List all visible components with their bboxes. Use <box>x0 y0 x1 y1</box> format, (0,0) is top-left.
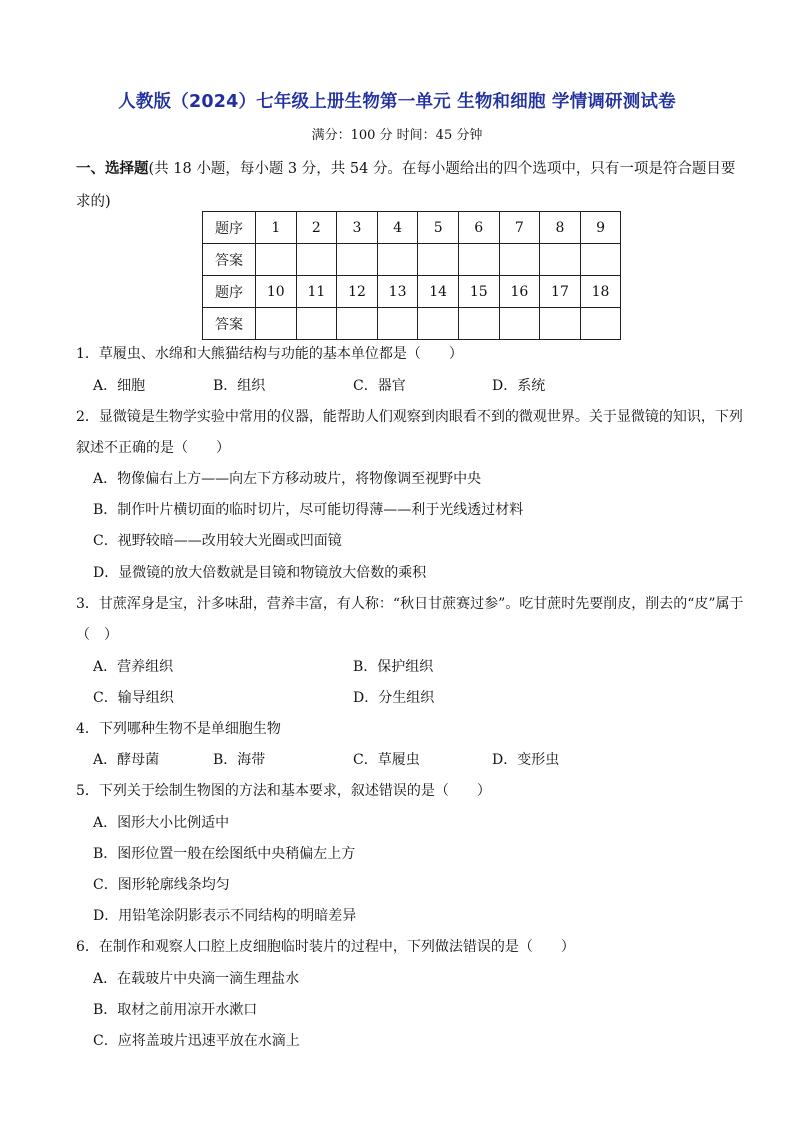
answer-sheet-table <box>202 211 621 340</box>
answer-cell[interactable] <box>337 308 378 340</box>
question-number: 10 <box>256 276 297 308</box>
question-number: 4 <box>377 212 418 244</box>
answer-cell[interactable] <box>499 244 540 276</box>
table-row <box>203 244 621 276</box>
question-1-stem: 1．草履虫、水绵和大熊猫结构与功能的基本单位都是（ ） <box>76 346 463 362</box>
row-label: 题序 <box>203 276 256 308</box>
question-1-option-b[interactable]: B．组织 <box>213 378 266 394</box>
question-number: 14 <box>418 276 459 308</box>
question-4-option-a[interactable]: A．酵母菌 <box>93 752 160 768</box>
question-number: 15 <box>458 276 499 308</box>
question-2-option-c[interactable]: C．视野较暗——改用较大光圈或凹面镜 <box>93 533 342 549</box>
row-label: 答案 <box>203 244 256 276</box>
question-number: 12 <box>337 276 378 308</box>
question-number: 1 <box>256 212 297 244</box>
question-5-option-b[interactable]: B．图形位置一般在绘图纸中央稍偏左上方 <box>93 846 356 862</box>
question-number: 16 <box>499 276 540 308</box>
question-5-option-c[interactable]: C．图形轮廓线条均匀 <box>93 877 230 893</box>
question-number: 9 <box>580 212 621 244</box>
answer-cell[interactable] <box>377 308 418 340</box>
question-number: 3 <box>337 212 378 244</box>
question-number: 18 <box>580 276 621 308</box>
section-heading <box>76 153 748 219</box>
answer-cell[interactable] <box>580 308 621 340</box>
question-2-option-b[interactable]: B．制作叶片横切面的临时切片，尽可能切得薄——利于光线透过材料 <box>93 502 524 518</box>
answer-cell[interactable] <box>296 308 337 340</box>
answer-cell[interactable] <box>540 244 581 276</box>
section-label: 一、选择题 <box>76 161 149 177</box>
answer-cell[interactable] <box>337 244 378 276</box>
answer-cell[interactable] <box>458 244 499 276</box>
row-label: 答案 <box>203 308 256 340</box>
page-title: 人教版（2024）七年级上册生物第一单元 生物和细胞 学情调研测试卷 <box>118 92 676 112</box>
answer-cell[interactable] <box>580 244 621 276</box>
question-number: 8 <box>540 212 581 244</box>
answer-cell[interactable] <box>418 244 459 276</box>
table-row <box>203 276 621 308</box>
answer-cell[interactable] <box>256 244 297 276</box>
answer-cell[interactable] <box>418 308 459 340</box>
question-number: 11 <box>296 276 337 308</box>
question-6-option-c[interactable]: C．应将盖玻片迅速平放在水滴上 <box>93 1033 300 1049</box>
question-2-stem: 2．显微镜是生物学实验中常用的仪器，能帮助人们观察到肉眼看不到的微观世界。关于显微镜的知识，下列叙述不正确的是（ ） <box>76 409 743 456</box>
question-6-stem: 6．在制作和观察人口腔上皮细胞临时装片的过程中，下列做法错误的是（ ） <box>76 939 575 955</box>
question-5-stem: 5．下列关于绘制生物图的方法和基本要求，叙述错误的是（ ） <box>76 783 491 799</box>
question-number: 13 <box>377 276 418 308</box>
answer-cell[interactable] <box>296 244 337 276</box>
question-1-option-d[interactable]: D．系统 <box>492 378 546 394</box>
question-2-option-a[interactable]: A．物像偏右上方——向左下方移动玻片，将物像调至视野中央 <box>93 471 482 487</box>
section-instructions: (共 18 小题，每小题 3 分，共 54 分。在每小题给出的四个选项中，只有一项是符合题目要求的) <box>76 161 736 210</box>
question-6-option-b[interactable]: B．取材之前用凉开水漱口 <box>93 1002 258 1018</box>
question-number: 17 <box>540 276 581 308</box>
question-4-stem: 4．下列哪种生物不是单细胞生物 <box>76 721 281 737</box>
exam-info: 满分：100 分 时间：45 分钟 <box>311 128 483 143</box>
question-6-option-a[interactable]: A．在载玻片中央滴一滴生理盐水 <box>93 971 300 987</box>
answer-cell[interactable] <box>458 308 499 340</box>
question-4-option-d[interactable]: D．变形虫 <box>492 752 560 768</box>
question-3-stem: 3．甘蔗浑身是宝，汁多味甜，营养丰富，有人称：“秋日甘蔗赛过参”。吃甘蔗时先要削皮，削去的“皮”属于（ ） <box>76 596 744 643</box>
answer-cell[interactable] <box>540 308 581 340</box>
question-1-option-c[interactable]: C．器官 <box>353 378 406 394</box>
question-4-option-c[interactable]: C．草履虫 <box>353 752 420 768</box>
question-number: 5 <box>418 212 459 244</box>
question-3-option-d[interactable]: D．分生组织 <box>353 690 435 706</box>
table-row <box>203 308 621 340</box>
answer-cell[interactable] <box>499 308 540 340</box>
question-2-option-d[interactable]: D．显微镜的放大倍数就是目镜和物镜放大倍数的乘积 <box>93 565 427 581</box>
question-3-option-a[interactable]: A．营养组织 <box>93 659 174 675</box>
question-5-option-a[interactable]: A．图形大小比例适中 <box>93 815 230 831</box>
question-number: 2 <box>296 212 337 244</box>
question-3-option-b[interactable]: B．保护组织 <box>353 659 434 675</box>
answer-cell[interactable] <box>377 244 418 276</box>
question-1-option-a[interactable]: A．细胞 <box>93 378 146 394</box>
question-3-option-c[interactable]: C．输导组织 <box>93 690 174 706</box>
table-row <box>203 212 621 244</box>
question-5-option-d[interactable]: D．用铅笔涂阴影表示不同结构的明暗差异 <box>93 908 357 924</box>
question-number: 6 <box>458 212 499 244</box>
question-4-option-b[interactable]: B．海带 <box>213 752 266 768</box>
answer-cell[interactable] <box>256 308 297 340</box>
question-number: 7 <box>499 212 540 244</box>
row-label: 题序 <box>203 212 256 244</box>
